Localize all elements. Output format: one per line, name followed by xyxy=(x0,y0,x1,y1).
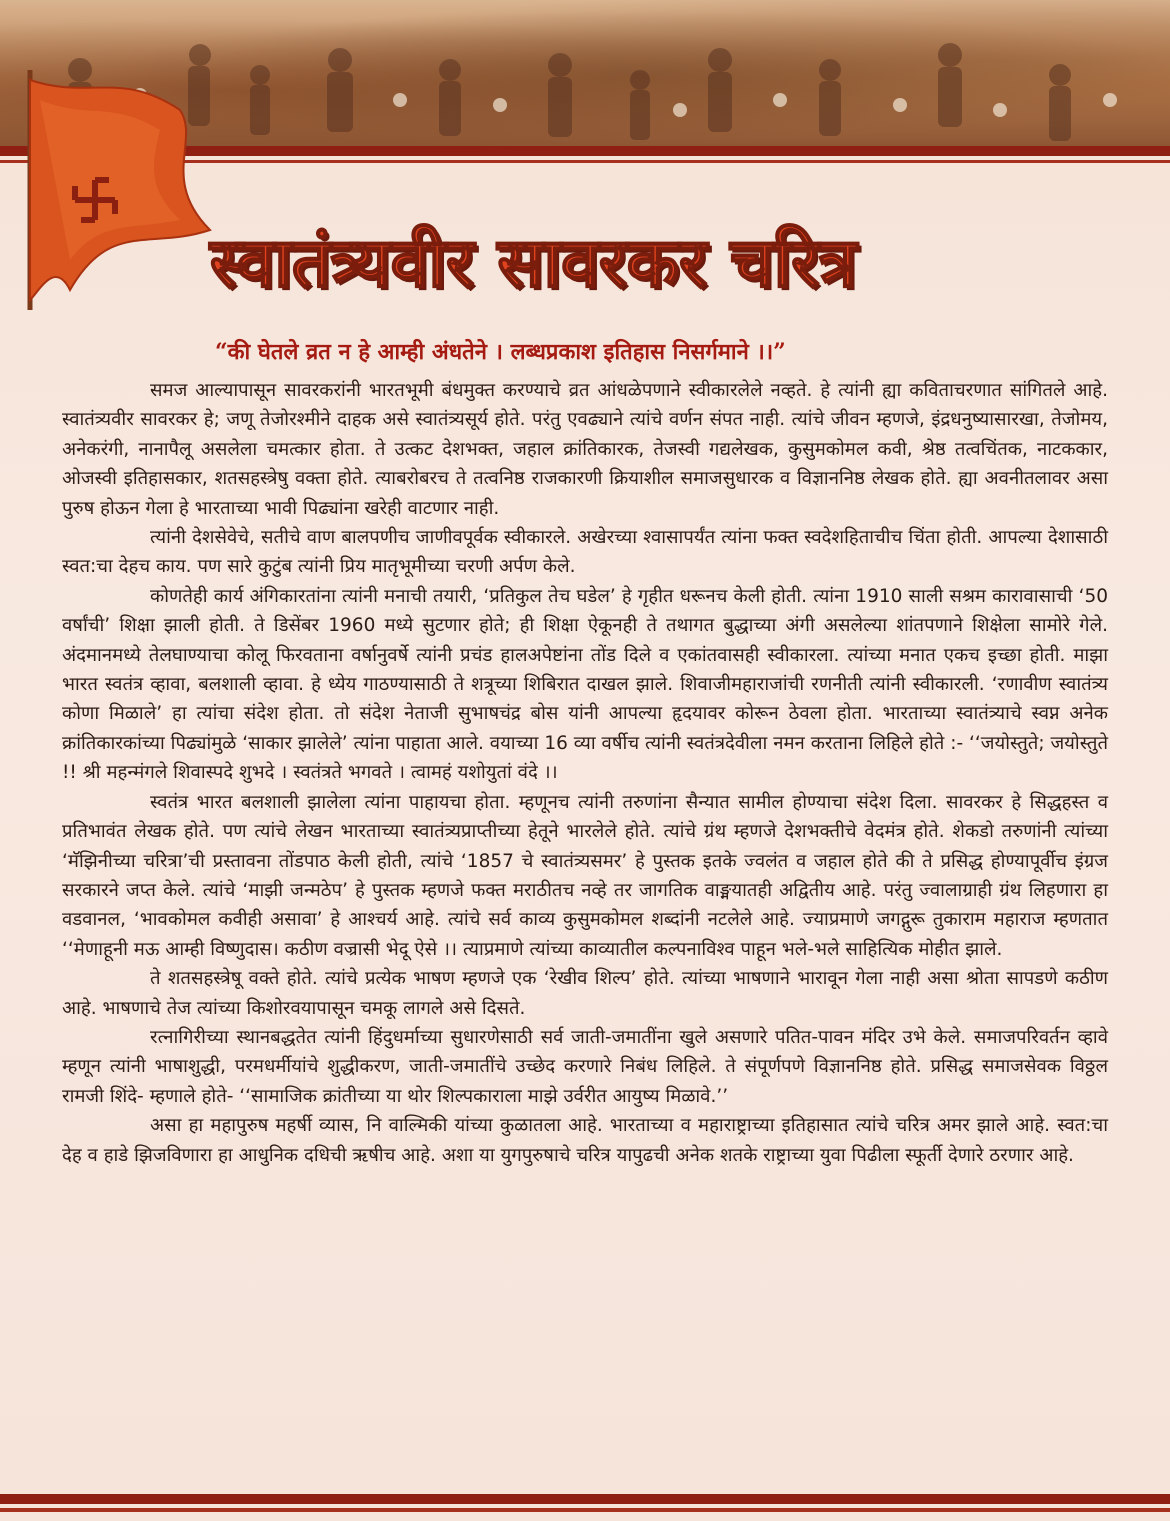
paragraph: त्यांनी देशसेवेचे, सतीचे वाण बालपणीच जाणीवपूर्वक स्वीकारले. अखेरच्या श्वासापर्यंत त्यांना फक्त स्वदेशहिताचीच चिंता होती. आपल्या देशासाठी स्वत:चा देहच काय. पण सारे कुटुंब त्यांनी प्रिय मातृभूमीच्या चरणी अर्पण केले. xyxy=(62,527,1108,578)
paragraph: असा हा महापुरुष महर्षी व्यास, नि वाल्मिकी यांच्या कुळातला आहे. भारताच्या व महाराष्ट्राच्या इतिहासात त्यांचे चरित्र अमर झाले आहे. स्वत:चा देह व हाडे झिजविणारा हा आधुनिक दधिची ऋषीच आहे. अशा या युगपुरुषाचे चरित्र यापुढची अनेक शतके राष्ट्राच्या युवा पिढीला स्फूर्ती देणारे ठरणार आहे. xyxy=(62,1115,1108,1166)
paragraph: रत्नागिरीच्या स्थानबद्धतेत त्यांनी हिंदुधर्माच्या सुधारणेसाठी सर्व जाती-जमातींना खुले असणारे पतित-पावन मंदिर उभे केले. समाजपरिवर्तन व्हावे म्हणून त्यांनी भाषाशुद्धी, परमधर्मीयांचे शुद्धीकरण, जाती-जमातींचे उच्छेद करणारे निबंध लिहिले. ते संपूर्णपणे विज्ञाननिष्ठ होते. प्रसिद्ध समाजसेवक विठ्ठल रामजी शिंदे- म्हणाले होते- ‘‘सामाजिक क्रांतीच्या या थोर शिल्पकाराला माझे उर्वरीत आयुष्य मिळावे.’’ xyxy=(62,1026,1108,1107)
bottom-rule-thin xyxy=(0,1508,1170,1512)
paragraph: समज आल्यापासून सावरकरांनी भारतभूमी बंधमुक्त करण्याचे व्रत आंधळेपणाने स्वीकारलेले नव्हते. हे त्यांनी ह्या कविताचरणात सांगितले आहे. स्वातंत्र्यवीर सावरकर हे; जणू तेजोरश्मीने दाहक असे स्वातंत्र्यसूर्य होते. परंतु एवढ्याने त्यांचे वर्णन संपत नाही. त्यांचे जीवन म्हणजे, इंद्रधनुष्यासारखा, तेजोमय, अनेकरंगी, नानापैलू असलेला चमत्कार होता. ते उत्कट देशभक्त, जहाल क्रांतिकारक, तेजस्वी गद्यलेखक, कुसुमकोमल कवी, श्रेष्ठ तत्वचिंतक, नाटककार, ओजस्वी इतिहासकार, शतसहस्त्रेषु वक्ता होते. त्याबरोबरच ते तत्वनिष्ठ राजकारणी क्रियाशील समाजसुधारक व विज्ञाननिष्ठ लेखक होते. ह्या अवनीतलावर असा पुरुष होऊन गेला हे भारताच्या भावी पिढ्यांना खरेही वाटणार नाही. xyxy=(62,380,1108,519)
saffron-flag-icon xyxy=(0,60,230,320)
document-title: स्वातंत्र्यवीर सावरकर चरित्र xyxy=(210,223,857,303)
title-quote: “की घेतले व्रत न हे आम्ही अंधतेने । लब्धप्रकाश इतिहास निसर्गमाने ।।” xyxy=(215,339,786,365)
paragraph: कोणतेही कार्य अंगिकारतांना त्यांनी मनाची तयारी, ‘प्रतिकुल तेच घडेल’ हे गृहीत धरूनच केली होती. त्यांना 1910 साली सश्रम कारावासाची ‘50 वर्षांची’ शिक्षा झाली होती. ते डिसेंबर 1960 मध्ये सुटणार होते; ही शिक्षा ऐकूनही ते तथागत बुद्धाच्या अंगी असलेल्या शांतपणाने शिक्षेला सामोरे गेले. अंदमानमध्ये तेलघाण्याचा कोलू फिरवताना वर्षानुवर्षे त्यांनी प्रचंड हालअपेष्टांना तोंड दिले व एकांतवासही स्वीकारला. त्यांच्या मनात एकच इच्छा होती. माझा भारत स्वतंत्र व्हावा, बलशाली व्हावा. हे ध्येय गाठण्यासाठी ते शत्रूच्या शिबिरात दाखल झाले. शिवाजीमहाराजांची रणनीती त्यांनी स्वीकारली. ‘रणावीण स्वातंत्र्य कोणा मिळाले’ हा त्यांचा संदेश होता. तो संदेश नेताजी सुभाषचंद्र बोस यांनी आपल्या हृदयावर कोरून ठेवला होता. भारताच्या स्वातंत्र्याचे स्वप्न अनेक क्रांतिकारकांच्या पिढ्यांमुळे ‘साकार झालेले’ त्यांना पाहाता आले. वयाच्या 16 व्या वर्षीच त्यांनी स्वतंत्रदेवीला नमन करताना लिहिले होते :- ‘‘जयोस्तुते; जयोस्तुते !! श्री महन्मंगले शिवास्पदे शुभदे । स्वतंत्रते भगवते । त्वामहं यशोयुतां वंदे ।। xyxy=(62,585,1108,784)
paragraph: स्वतंत्र भारत बलशाली झालेला त्यांना पाहायचा होता. म्हणूनच त्यांनी तरुणांना सैन्यात सामील होण्याचा संदेश दिला. सावरकर हे सिद्धहस्त व प्रतिभावंत लेखक होते. पण त्यांचे लेखन भारताच्या स्वातंत्र्यप्राप्तीच्या हेतूने भारलेले होते. त्यांचे ग्रंथ म्हणजे देशभक्तीचे वेदमंत्र होते. शेकडो तरुणांनी त्यांच्या ‘मॅझिनीच्या चरित्रा’ची प्रस्तावना तोंडपाठ केली होती, त्यांचे ‘1857 चे स्वातंत्र्यसमर’ हे पुस्तक इतके ज्वलंत व जहाल होते की ते प्रसिद्ध होण्यापूर्वीच इंग्रज सरकारने जप्त केले. त्यांचे ‘माझी जन्मठेप’ हे पुस्तक म्हणजे फक्त मराठीतच नव्हे तर जागतिक वाङ्मयातही अद्वितीय आहे. परंतु ज्वालाग्राही ग्रंथ लिहणारा हा वडवानल, ‘भावकोमल कवीही असावा’ हे आश्चर्य आहे. त्यांचे सर्व काव्य कुसुमकोमल शब्दांनी नटलेले आहे. ज्याप्रमाणे जगद्गुरू तुकाराम महाराज म्हणतात ‘‘मेणाहूनी मऊ आम्ही विष्णुदास। कठीण वज्रासी भेदू ऐसे ।। त्याप्रमाणे त्यांच्या काव्यातील कल्पनाविश्व पाहून भले-भले साहित्यिक मोहीत झाले. xyxy=(62,791,1108,960)
paragraph: ते शतसहस्त्रेषू वक्ते होते. त्यांचे प्रत्येक भाषण म्हणजे एक ‘रेखीव शिल्प’ होते. त्यांच्या भाषणाने भारावून गेला नाही असा श्रोता सापडणे कठीण आहे. भाषणाचे तेज त्यांच्या किशोरवयापासून चमकू लागले असे दिसते. xyxy=(62,968,1108,1019)
bottom-rule xyxy=(0,1494,1170,1504)
article-body xyxy=(62,376,1108,1170)
